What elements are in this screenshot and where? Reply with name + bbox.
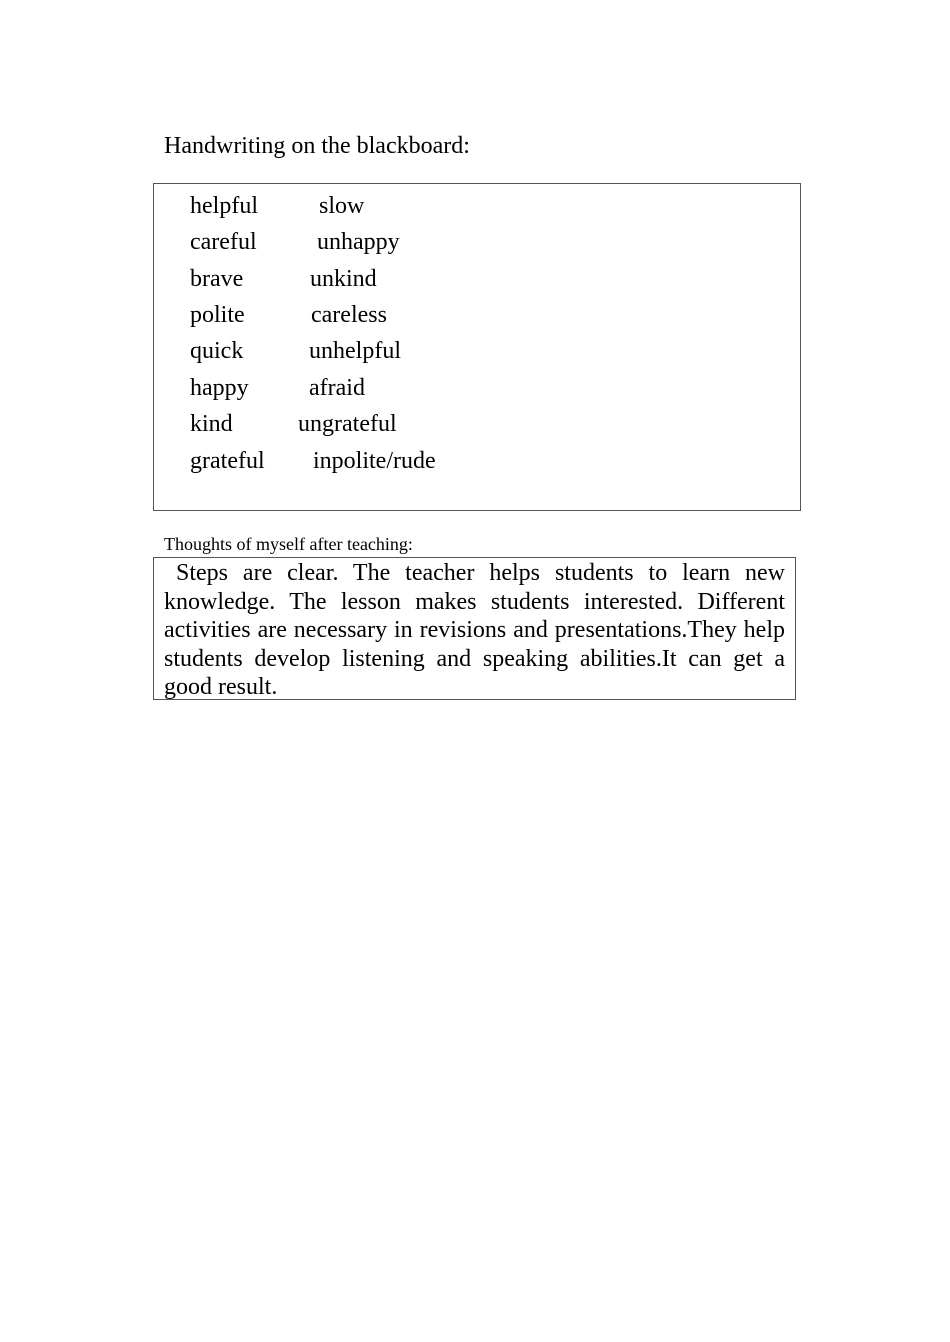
word-left: happy	[190, 375, 249, 401]
blackboard-word-box	[153, 183, 801, 511]
word-right: careless	[311, 302, 387, 328]
word-right: slow	[319, 193, 365, 219]
word-left: kind	[190, 411, 233, 437]
word-right: unhappy	[317, 229, 400, 255]
word-right: afraid	[309, 375, 365, 401]
word-left: helpful	[190, 193, 258, 219]
word-pair-row	[154, 443, 800, 479]
word-right: inpolite/rude	[313, 448, 436, 474]
word-pair-row	[154, 370, 800, 406]
word-right: unhelpful	[309, 338, 401, 364]
word-pair-row	[154, 224, 800, 260]
word-pair-row	[154, 188, 800, 224]
thoughts-label: Thoughts of myself after teaching:	[164, 534, 413, 554]
blackboard-heading: Handwriting on the blackboard:	[164, 133, 470, 159]
thoughts-box	[153, 557, 796, 700]
word-pair-row	[154, 406, 800, 442]
thoughts-text: Steps are clear. The teacher helps students to learn new knowledge. The lesson makes students interested. Different activities are necessary in revisions and presentations.They help students develop listening and speaking abilities.It can get a good result.	[164, 560, 785, 700]
word-left: quick	[190, 338, 244, 364]
word-right: ungrateful	[298, 411, 397, 437]
word-left: brave	[190, 266, 244, 292]
word-left: grateful	[190, 448, 265, 474]
word-pair-row	[154, 261, 800, 297]
word-right: unkind	[310, 266, 377, 292]
word-pair-row	[154, 297, 800, 333]
word-pair-row	[154, 333, 800, 369]
word-left: careful	[190, 229, 257, 255]
word-left: polite	[190, 302, 245, 328]
